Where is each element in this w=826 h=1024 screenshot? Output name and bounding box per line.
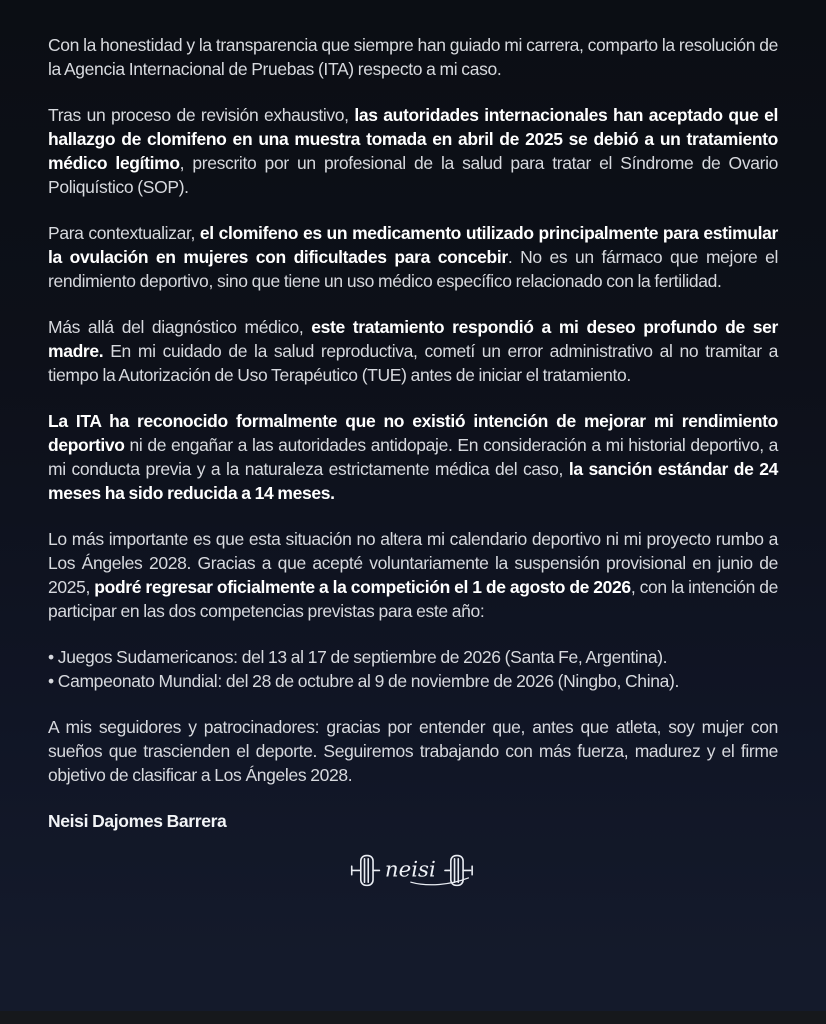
text-run: la sanción estándar de 24 meses ha sido reducida a 14 meses.	[48, 459, 778, 503]
author-name: Neisi Dajomes Barrera	[48, 811, 227, 831]
paragraph	[48, 221, 778, 293]
text-run: Tras un proceso de revisión exhaustivo,	[48, 105, 355, 125]
signature-word: neisi	[384, 857, 436, 883]
text-run: , prescrito por un profesional de la salud para tratar el Síndrome de Ovario Poliquístico (SOP).	[48, 153, 779, 197]
text-run: Con la honestidad y la transparencia que siempre han guiado mi carrera, comparto la resolución de la Agencia Internacional de Pruebas (ITA) respecto a mi caso.	[48, 35, 778, 79]
text-run: A mis seguidores y patrocinadores: gracias por entender que, antes que atleta, soy mujer con sueños que trascienden el deporte. Seguiremos trabajando con más fuerza, madurez y el firme objetivo de clasificar a Los Ángeles 2028.	[48, 717, 778, 785]
bullet-list	[48, 645, 778, 693]
plate-left	[361, 856, 373, 886]
text-run: , con la intención de participar en las dos competencias previstas para este año:	[48, 577, 779, 621]
plate-left-stripes	[365, 859, 369, 882]
paragraph	[48, 409, 778, 505]
barbell-signature-icon	[348, 847, 478, 895]
text-run: En mi cuidado de la salud reproductiva, cometí un error administrativo al no tramitar a tiempo la Autorización de Uso Terapéutico (TUE) antes de iniciar el tratamiento.	[48, 341, 778, 385]
text-run: La ITA ha reconocido formalmente que no existió intención de mejorar mi rendimiento deportivo	[48, 411, 778, 455]
paragraph	[48, 33, 778, 81]
text-run: Más allá del diagnóstico médico,	[48, 317, 312, 337]
statement-body	[48, 33, 778, 787]
text-run: el clomifeno es un medicamento utilizado principalmente para estimular la ovulación en mujeres con dificultades para concebir	[48, 223, 778, 267]
text-run: ni de engañar a las autoridades antidopaje. En consideración a mi historial deportivo, a mi conducta previa y a la naturaleza estrictamente médica del caso,	[48, 435, 778, 479]
paragraph	[48, 315, 778, 387]
list-item: • Campeonato Mundial: del 28 de octubre al 9 de noviembre de 2026 (Ningbo, China).	[48, 671, 679, 691]
list-item: • Juegos Sudamericanos: del 13 al 17 de septiembre de 2026 (Santa Fe, Argentina).	[48, 647, 668, 667]
text-run: las autoridades internacionales han aceptado que el hallazgo de clomifeno en una muestra tomada en abril de 2025 se debió a un tratamiento médico legítimo	[48, 105, 778, 173]
plate-right-stripes	[455, 859, 459, 882]
paragraph	[48, 103, 778, 199]
text-run: este tratamiento respondió a mi deseo profundo de ser madre.	[48, 317, 778, 361]
footer-band	[0, 1011, 826, 1024]
text-run: podré regresar oficialmente a la competición el 1 de agosto de 2026	[94, 577, 631, 597]
paragraph	[48, 715, 778, 787]
paragraph	[48, 527, 778, 623]
text-run: Lo más importante es que esta situación no altera mi calendario deportivo ni mi proyecto rumbo a Los Ángeles 2028. Gracias a que acepté voluntariamente la suspensión provisional en junio de 2025,	[48, 529, 778, 597]
text-run: . No es un fármaco que mejore el rendimiento deportivo, sino que tiene un uso médico específico relacionado con la fertilidad.	[48, 247, 779, 291]
text-run: Para contextualizar,	[48, 223, 200, 243]
signature	[48, 847, 778, 895]
